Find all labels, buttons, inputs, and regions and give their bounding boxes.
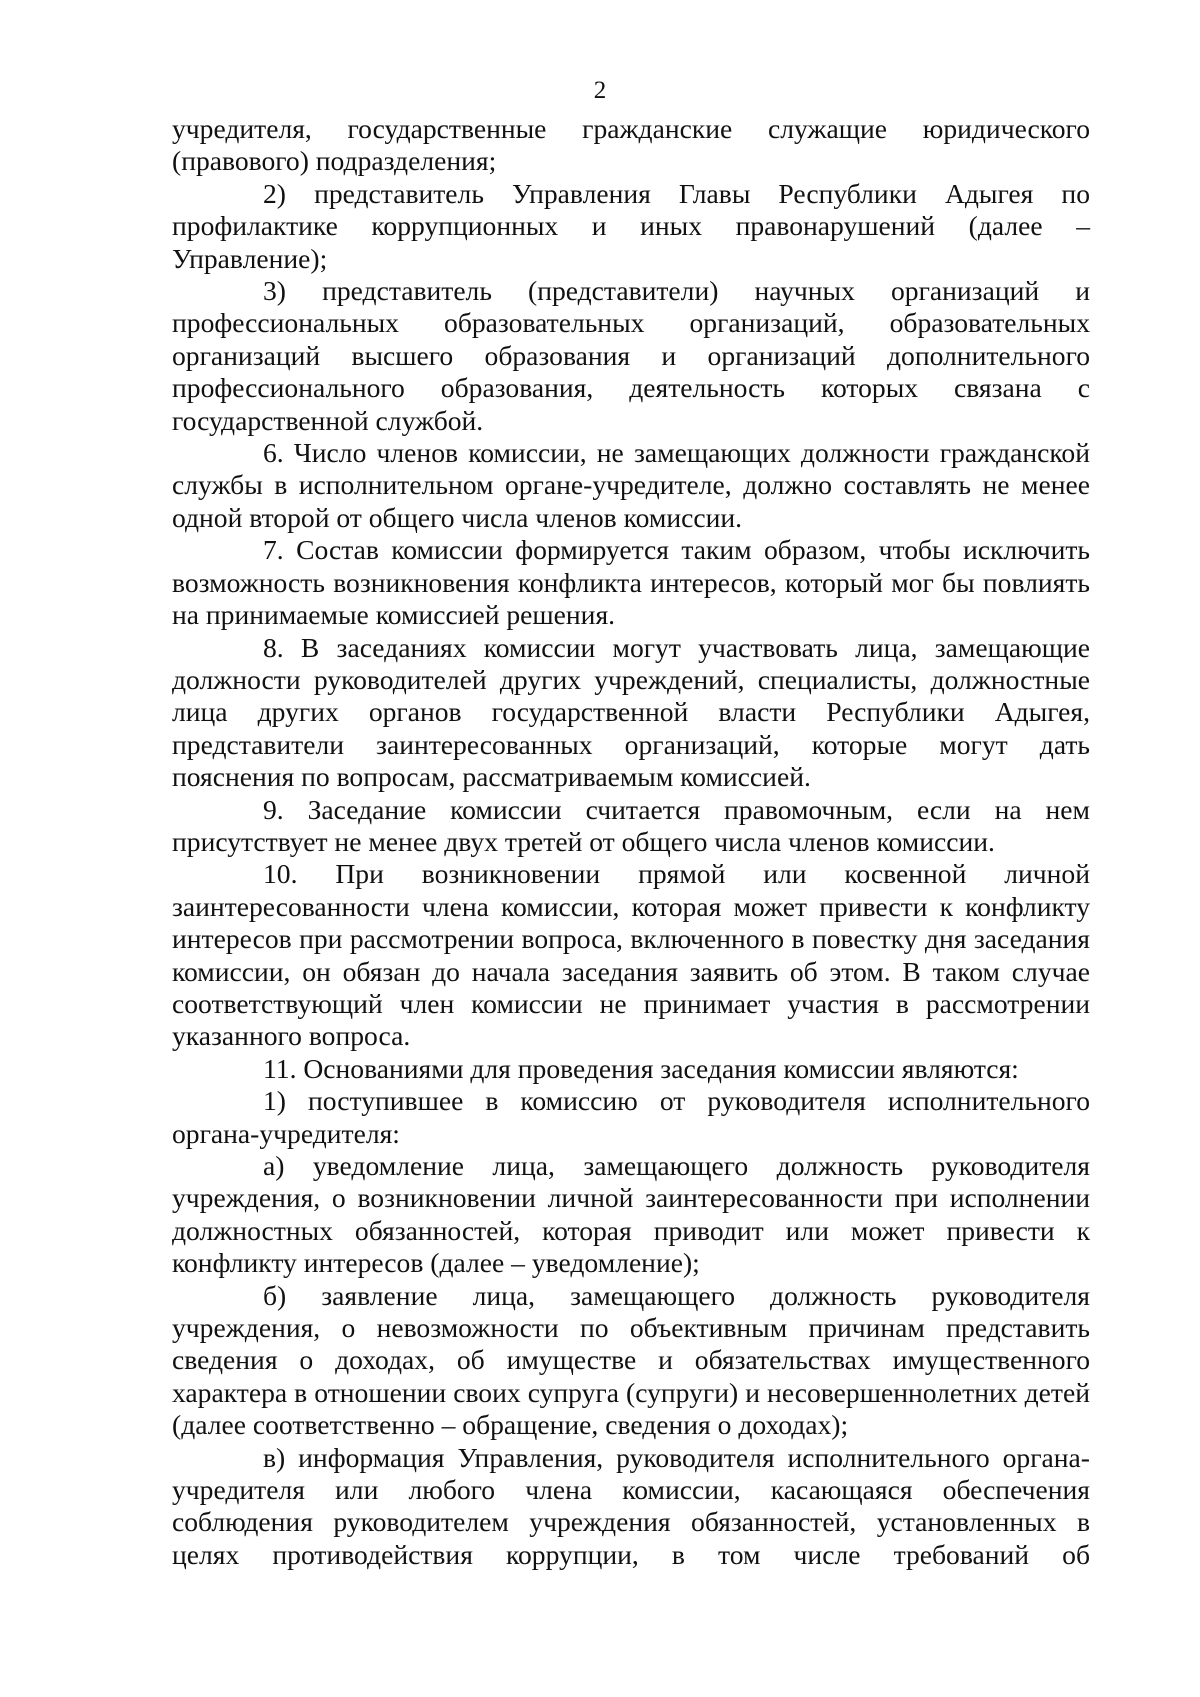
paragraph: 10. При возникновении прямой или косвенной личной заинтересованности члена комиссии, которая может привести к конфликту интересов при рассмотрении вопроса, включенного в повестку дня заседания комиссии, он обязан до начала заседания заявить об этом. В таком случае соответствующий член комиссии не принимает участия в рассмотрении указанного вопроса.	[172, 858, 1090, 1052]
paragraph: 11. Основаниями для проведения заседания комиссии являются:	[263, 1052, 1019, 1084]
paragraph: 7. Состав комиссии формируется таким образом, чтобы исключить возможность возникновения конфликта интересов, который мог бы повлиять на принимаемые комиссией решения.	[172, 534, 1090, 631]
paragraph: в) информация Управления, руководителя исполнительного органа-учредителя или любого члена комиссии, касающаяся обеспечения соблюдения руководителем учреждения обязанностей, установленных в целях противодействия коррупции, в том числе требований об	[172, 1441, 1090, 1570]
paragraph: 6. Число членов комиссии, не замещающих должности гражданской службы в исполнительном органе-учредителе, должно составлять не менее одной второй от общего числа членов комиссии.	[172, 437, 1090, 533]
paragraph: 1) поступившее в комиссию от руководителя исполнительного органа-учредителя:	[172, 1085, 1090, 1149]
paragraph: 9. Заседание комиссии считается правомочным, если на нем присутствует не менее двух третей от общего числа членов комиссии.	[172, 793, 1090, 857]
paragraph: 2) представитель Управления Главы Республики Адыгея по профилактике коррупционных и иных правонарушений (далее – Управление);	[172, 177, 1090, 274]
document-body	[172, 113, 1090, 1571]
paragraph: а) уведомление лица, замещающего должность руководителя учреждения, о возникновении личной заинтересованности при исполнении должностных обязанностей, которая приводит или может привести к конфликту интересов (далее – уведомление);	[172, 1150, 1090, 1279]
paragraph: учредителя, государственные гражданские служащие юридического (правового) подразделения;	[172, 113, 1090, 177]
paragraph: 8. В заседаниях комиссии могут участвовать лица, замещающие должности руководителей других учреждений, специалисты, должностные лица других органов государственной власти Республики Адыгея, представители заинтересованных организаций, которые могут дать пояснения по вопросам, рассматриваемым комиссией.	[172, 631, 1090, 793]
paragraph: 3) представитель (представители) научных организаций и профессиональных образовательных организаций, образовательных организаций высшего образования и организаций дополнительного профессионального образования, деятельность которых связана с государственной службой.	[172, 275, 1090, 436]
paragraph: б) заявление лица, замещающего должность руководителя учреждения, о невозможности по объективным причинам представить сведения о доходах, об имуществе и обязательствах имущественного характера в отношении своих супруга (супруги) и несовершеннолетних детей (далее соответственно – обращение, сведения о доходах);	[172, 1279, 1090, 1441]
page-number: 2	[593, 77, 607, 104]
